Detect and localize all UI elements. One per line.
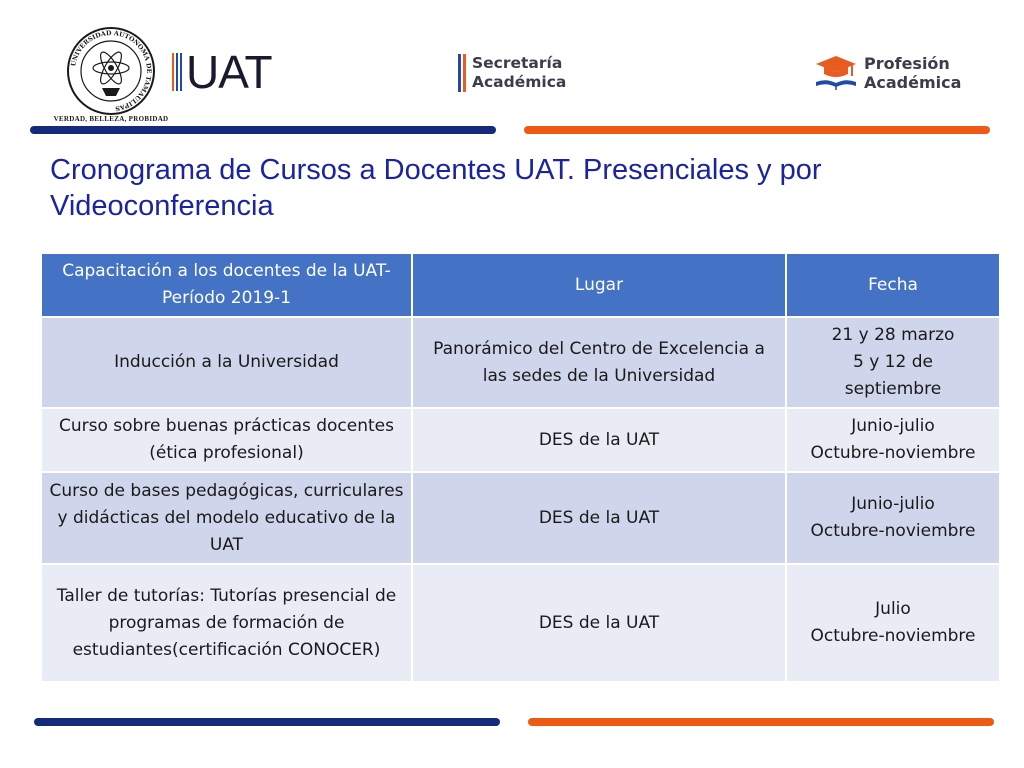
place-cell: DES de la UAT xyxy=(412,472,786,564)
course-cell: Taller de tutorías: Tutorías presencial de programas de formación de estudiantes(certificación CONOCER) xyxy=(41,564,412,682)
bottom-orange-bar xyxy=(528,718,994,726)
uat-logo-text: UAT xyxy=(186,46,272,98)
uat-stripes xyxy=(172,53,182,91)
date-line: Octubre-noviembre xyxy=(810,626,976,646)
secretaria-stripes xyxy=(458,54,466,92)
bottom-navy-bar xyxy=(34,718,500,726)
date-line: Junio-julio xyxy=(851,416,935,436)
secretaria-line2: Académica xyxy=(472,73,567,91)
schedule-table xyxy=(40,252,999,683)
date-line: Julio xyxy=(875,599,911,619)
seal-ring-text: UNIVERSIDAD AUTONOMA DE TAMAULIPAS xyxy=(70,29,153,112)
top-orange-bar xyxy=(524,126,990,134)
place-cell: DES de la UAT xyxy=(412,408,786,472)
table-header-row xyxy=(41,253,1000,317)
header-place: Lugar xyxy=(412,253,786,317)
date-line: Octubre-noviembre xyxy=(810,521,976,541)
table-row xyxy=(41,564,1000,682)
course-cell: Inducción a la Universidad xyxy=(41,317,412,408)
graduation-cap-book-icon xyxy=(812,52,860,94)
place-cell: Panorámico del Centro de Excelencia a las sedes de la Universidad xyxy=(412,317,786,408)
date-cell xyxy=(786,472,1000,564)
course-cell: Curso sobre buenas prácticas docentes (ética profesional) xyxy=(41,408,412,472)
university-seal-icon xyxy=(66,26,156,116)
date-line: Junio-julio xyxy=(851,494,935,514)
top-navy-bar xyxy=(30,126,496,134)
page-title: Cronograma de Cursos a Docentes UAT. Presenciales y por Videoconferencia xyxy=(50,154,822,222)
table-row xyxy=(41,408,1000,472)
course-cell: Curso de bases pedagógicas, curriculares y didácticas del modelo educativo de la UAT xyxy=(41,472,412,564)
table-row xyxy=(41,472,1000,564)
date-line: Octubre-noviembre xyxy=(810,443,976,463)
header-course: Capacitación a los docentes de la UAT- Período 2019-1 xyxy=(41,253,412,317)
place-cell: DES de la UAT xyxy=(412,564,786,682)
uat-logo xyxy=(172,46,272,98)
table-row xyxy=(41,317,1000,408)
date-line: 5 y 12 de septiembre xyxy=(844,352,942,399)
seal-motto: VERDAD, BELLEZA, PROBIDAD xyxy=(53,115,169,123)
date-cell xyxy=(786,564,1000,682)
secretaria-line1: Secretaría xyxy=(472,54,563,72)
date-line: 21 y 28 marzo xyxy=(831,325,955,345)
date-cell xyxy=(786,408,1000,472)
profesion-academica-logo xyxy=(812,52,961,94)
header-date: Fecha xyxy=(786,253,1000,317)
profesion-line2: Académica xyxy=(864,73,962,92)
secretaria-academica-logo xyxy=(458,54,566,92)
date-cell xyxy=(786,317,1000,408)
profesion-line1: Profesión xyxy=(864,54,950,73)
